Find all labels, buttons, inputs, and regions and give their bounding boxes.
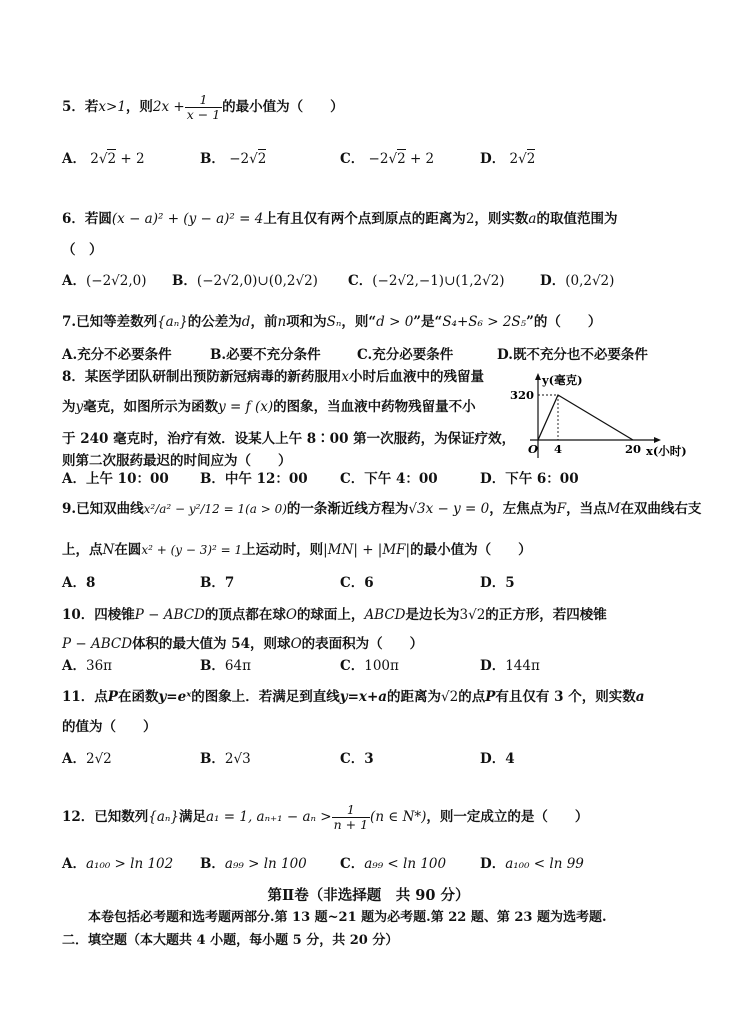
q6-option-a: A．(−2√2,0) xyxy=(62,273,147,289)
section-2-title: 第Ⅱ卷（非选择题 共 90 分） xyxy=(267,887,470,904)
q12-option-a: A．a₁₀₀ > ln 102 xyxy=(62,856,174,872)
q12-fraction: $\frac{1}{n + 1}$ xyxy=(333,802,369,832)
q5-option-d: D． 2√2 xyxy=(480,151,536,167)
question-7-stem: 7.已知等差数列{aₙ}的公差为d，前n项和为Sₙ，则“d > 0”是“S₄+S₆ > 2S₅”的（ ） xyxy=(62,314,602,330)
question-12-stem: 12．已知数列{aₙ}满足a₁ = 1, aₙ₊₁ − aₙ > $\frac{1}{n + 1}$ (n ∈ N*)，则一定成立的是（ ） xyxy=(62,802,589,832)
q8-option-a: A．上午 10：00 xyxy=(62,471,169,487)
question-11-line-1: 11．点P在函数y=eˣ的图象上．若满足到直线y=x+a的距离为√2的点P有且仅有 3 个，则实数a xyxy=(62,689,645,705)
section-2-description: 本卷包括必考题和选考题两部分.第 13 题~21 题为必考题.第 22 题、第 23 题为选考题. xyxy=(88,910,607,925)
q12-option-c: C．a₉₉ < ln 100 xyxy=(340,856,447,872)
graph-y-label: y(毫克) xyxy=(542,373,583,387)
q11-option-a: A．2√2 xyxy=(62,751,112,767)
question-6-paren: （ ） xyxy=(62,242,103,258)
q9-option-c: C．6 xyxy=(340,575,374,591)
graph-y-tick: 320 xyxy=(510,388,535,402)
q8-function-graph xyxy=(508,370,708,465)
question-10-line-2: P − ABCD体积的最大值为 54，则球O的表面积为（ ） xyxy=(62,636,424,652)
q10-option-d: D．144π xyxy=(480,658,540,674)
question-8-line-2: 为y毫克，如图所示为函数y = f (x)的图象，当血液中药物残留量不小 xyxy=(62,399,476,415)
q9-option-d: D．5 xyxy=(480,575,515,591)
question-8-line-1: 8．某医学团队研制出预防新冠病毒的新药服用x小时后血液中的残留量 xyxy=(62,369,485,385)
q11-option-c: C．3 xyxy=(340,751,374,767)
q6-option-b: B．(−2√2,0)∪(0,2√2) xyxy=(172,273,318,289)
question-9-line-1: 9.已知双曲线x²/a² − y²/12 = 1(a > 0)的一条渐近线方程为√3x − y = 0，左焦点为F，当点M在双曲线右支 xyxy=(62,501,702,517)
question-10-line-1: 10．四棱锥P − ABCD的顶点都在球O的球面上，ABCD是边长为3√2的正方形，若四棱锥 xyxy=(62,607,607,623)
question-6-stem: 6．若圆(x − a)² + (y − a)² = 4上有且仅有两个点到原点的距离为2，则实数a的取值范围为 xyxy=(62,211,618,227)
q9-option-b: B．7 xyxy=(200,575,235,591)
graph-x-arrow xyxy=(654,437,661,443)
graph-x-label: x(小时) xyxy=(646,444,687,458)
graph-origin: O xyxy=(528,442,539,456)
q7-option-d: D.既不充分也不必要条件 xyxy=(497,347,648,363)
q10-option-a: A．36π xyxy=(62,658,113,674)
q5-fraction: $\frac{1}{x - 1}$ xyxy=(186,92,221,122)
q12-option-d: D．a₁₀₀ < ln 99 xyxy=(480,856,584,872)
graph-x-tick-20: 20 xyxy=(625,442,642,456)
question-5-stem: 5．若x>1，则2x + $\frac{1}{x - 1}$ 的最小值为（ ） xyxy=(62,92,344,122)
q12-option-b: B．a₉₉ > ln 100 xyxy=(200,856,307,872)
question-11-line-2: 的值为（ ） xyxy=(62,719,157,735)
q5-option-c: C． −2√2 + 2 xyxy=(340,151,435,167)
q11-option-d: D．4 xyxy=(480,751,515,767)
q5-option-a: A． 2√2 + 2 xyxy=(62,151,145,167)
graph-y-arrow xyxy=(535,373,541,380)
q11-option-b: B．2√3 xyxy=(200,751,251,767)
q7-option-c: C.充分必要条件 xyxy=(357,347,454,363)
question-8-line-4: 则第二次服药最迟的时间应为（ ） xyxy=(62,453,292,469)
q7-option-b: B.必要不充分条件 xyxy=(210,347,321,363)
q6-option-c: C．(−2√2,−1)∪(1,2√2) xyxy=(348,273,505,289)
q9-option-a: A．8 xyxy=(62,575,96,591)
q8-option-c: C．下午 4：00 xyxy=(340,471,438,487)
q5-option-b: B． −2√2 xyxy=(200,151,267,167)
q6-option-d: D．(0,2√2) xyxy=(540,273,615,289)
q8-option-b: B．中午 12：00 xyxy=(200,471,308,487)
question-8-line-3: 于 240 毫克时，治疗有效．设某人上午 8∶00 第一次服药，为保证疗效， xyxy=(62,431,516,447)
graph-curve xyxy=(538,395,633,440)
q10-option-c: C．100π xyxy=(340,658,399,674)
q8-option-d: D．下午 6：00 xyxy=(480,471,579,487)
q10-option-b: B．64π xyxy=(200,658,251,674)
question-9-line-2: 上，点N在圆x² + (y − 3)² = 1上运动时，则|MN| + |MF|的最小值为（ ） xyxy=(62,542,532,558)
q7-option-a: A.充分不必要条件 xyxy=(62,347,172,363)
fill-in-section-heading: 二．填空题（本大题共 4 小题，每小题 5 分，共 20 分） xyxy=(62,933,399,948)
graph-x-tick-4: 4 xyxy=(554,442,563,456)
